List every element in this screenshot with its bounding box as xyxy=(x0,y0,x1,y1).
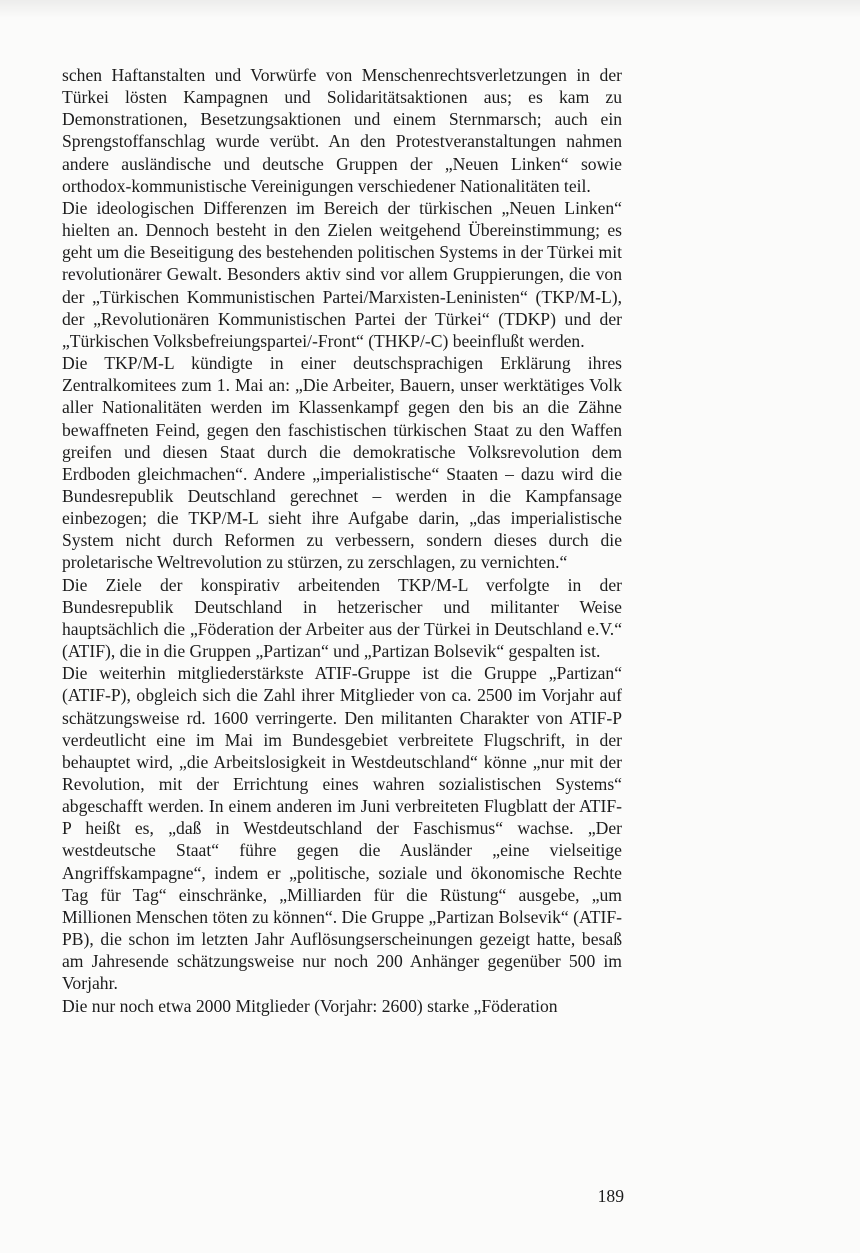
paragraph: Die weiterhin mitgliederstärkste ATIF-Gruppe ist die Gruppe „Partizan“ (ATIF-P), obgleich sich die Zahl ihrer Mitglieder von ca. 2500 im Vorjahr auf schätzungsweise rd. 1600 verringerte. Den militanten Charakter von ATIF-P verdeutlicht eine im Mai im Bundesgebiet verbreitete Flugschrift, in der behauptet wird, „die Arbeitslosigkeit in Westdeutschland“ könne „nur mit der Revolution, mit der Errichtung eines wahren sozialistischen Systems“ abgeschafft werden. In einem anderen im Juni verbreiteten Flugblatt der ATIF-P heißt es, „daß in Westdeutschland der Faschismus“ wachse. „Der westdeutsche Staat“ führe gegen die Ausländer „eine vielseitige Angriffskampagne“, indem er „politische, soziale und ökonomische Rechte Tag für Tag“ einschränke, „Milliarden für die Rüstung“ ausgebe, „um Millionen Menschen töten zu können“. Die Gruppe „Partizan Bolsevik“ (ATIF-PB), die schon im letzten Jahr Auflösungserscheinungen gezeigt hatte, besaß am Jahresende schätzungsweise nur noch 200 Anhänger gegenüber 500 im Vorjahr. xyxy=(62,663,622,994)
paragraph: Die ideologischen Differenzen im Bereich der türkischen „Neuen Linken“ hielten an. Dennoch besteht in den Zielen weitgehend Übereinstimmung; es geht um die Beseitigung des bestehenden politischen Systems in der Türkei mit revolutionärer Gewalt. Besonders aktiv sind vor allem Gruppierungen, die von der „Türkischen Kommunistischen Partei/Marxisten-Leninisten“ (TKP/M-L), der „Revolutionären Kommunistischen Partei der Türkei“ (TDKP) und der „Türkischen Volksbefreiungspartei/-Front“ (THKP/-C) beeinflußt werden. xyxy=(62,197,622,351)
paragraph: Die Ziele der konspirativ arbeitenden TKP/M-L verfolgte in der Bundesrepublik Deutschland in hetzerischer und militanter Weise hauptsächlich die „Föderation der Arbeiter aus der Türkei in Deutschland e.V.“ (ATIF), die in die Gruppen „Partizan“ und „Partizan Bolsevik“ gespalten ist. xyxy=(62,574,622,662)
paragraph: schen Haftanstalten und Vorwürfe von Menschenrechtsverletzungen in der Türkei lösten Kampagnen und Solidaritätsaktionen aus; es kam zu Demonstrationen, Besetzungsaktionen und einem Sternmarsch; auch ein Sprengstoffanschlag wurde verübt. An den Protestveranstaltungen nahmen andere ausländische und deutsche Gruppen der „Neuen Linken“ sowie orthodox-kommunistische Vereinigungen verschiedener Nationalitäten teil. xyxy=(62,65,622,196)
scan-shadow xyxy=(0,0,860,18)
page-number: 189 xyxy=(597,1186,624,1206)
paragraph: Die TKP/M-L kündigte in einer deutschsprachigen Erklärung ihres Zentralkomitees zum 1. Mai an: „Die Arbeiter, Bauern, unser werktätiges Volk aller Nationalitäten werden im Klassenkampf gegen den bis an die Zähne bewaffneten Feind, gegen den faschistischen türkischen Staat zu den Waffen greifen und diesen Staat durch die demokratische Volksrevolution dem Erdboden gleichmachen“. Andere „imperialistische“ Staaten – dazu wird die Bundesrepublik Deutschland gerechnet – werden in die Kampfansage einbezogen; die TKP/M-L sieht ihre Aufgabe darin, „das imperialistische System nicht durch Reformen zu verbessern, sondern dieses durch die proletarische Weltrevolution zu stürzen, zu zerschlagen, zu vernichten.“ xyxy=(62,353,622,573)
body-text xyxy=(62,64,622,1017)
paragraph: Die nur noch etwa 2000 Mitglieder (Vorjahr: 2600) starke „Föderation xyxy=(62,995,558,1016)
